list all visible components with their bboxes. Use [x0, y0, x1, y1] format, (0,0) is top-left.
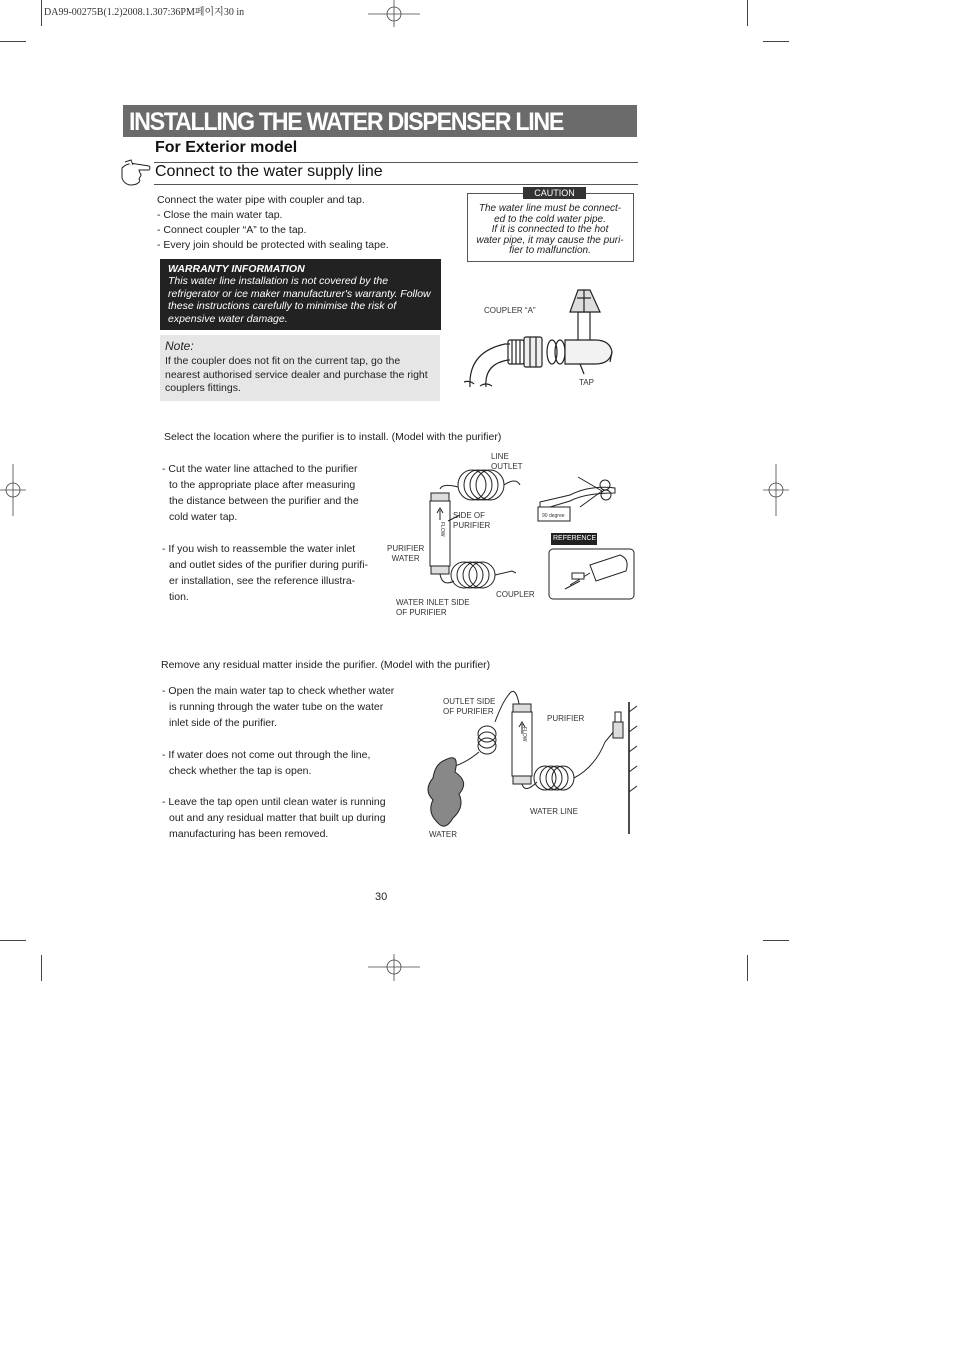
warranty-box [160, 259, 441, 330]
intro-line: - Every join should be protected with sealing tape. [157, 239, 389, 251]
bullet-line: - Leave the tap open until clean water is running [162, 796, 386, 808]
label-line: PURIFIER [387, 544, 425, 553]
label-line-outlet [491, 452, 523, 472]
note-body: If the coupler does not fit on the current tap, go the nearest authorised service dealer and purchase the right couplers fittings. [165, 355, 428, 394]
intro-line: Connect the water pipe with coupler and tap. [157, 194, 365, 206]
caution-line: The water line must be connect- [478, 203, 622, 214]
section3-bullet-1 [162, 683, 394, 731]
label-line: OUTLET SIDE [443, 697, 496, 706]
page-title: INSTALLING THE WATER DISPENSER LINE [129, 108, 564, 136]
section2-bullet-2 [162, 541, 368, 605]
label-water-line: WATER LINE [530, 807, 579, 816]
bullet-line: the distance between the purifier and the [169, 495, 359, 507]
label-reference: REFERENCE [553, 535, 597, 542]
bullet-line: inlet side of the purifier. [169, 717, 277, 729]
caution-line: water pipe, it may cause the puri- [476, 234, 624, 246]
label-line: OF PURIFIER [396, 608, 447, 617]
bullet-line: is running through the water tube on the water [169, 701, 384, 713]
label-line: OF PURIFIER [443, 707, 494, 716]
caution-line: ed to the cold water pipe. [494, 213, 606, 225]
caution-line: If it is connected to the hot [491, 224, 609, 235]
label-line: PURIFIER [453, 521, 491, 530]
page-number: 30 [375, 891, 388, 903]
bullet-line: manufacturing has been removed. [169, 828, 329, 840]
label-line: LINE [491, 452, 509, 461]
label-90-degree: 90 degree [542, 513, 565, 519]
bullet-line: cold water tap. [169, 511, 238, 523]
bullet-line: and outlet sides of the purifier during purifi- [169, 559, 369, 571]
note-box [160, 335, 440, 401]
section2-bullet-1 [162, 461, 359, 525]
bullet-line: tion. [169, 591, 189, 603]
intro-line: - Connect coupler “A” to the tap. [157, 224, 307, 236]
intro-line: - Close the main water tap. [157, 209, 283, 221]
label-line: WATER [391, 554, 420, 563]
caution-label: CAUTION [523, 187, 586, 199]
subtitle: For Exterior model [155, 139, 298, 156]
bullet-line: er installation, see the reference illustra- [169, 575, 356, 587]
coupler-tap-illustration [460, 282, 640, 402]
section3-heading: Remove any residual matter inside the purifier. (Model with the purifier) [161, 659, 491, 671]
label-line: SIDE OF [453, 511, 486, 520]
label-water-inlet-side [396, 598, 470, 618]
warranty-body: This water line installation is not covered by the refrigerator or ice maker manufacturer's warranty. Follow these instructions carefully to minimise the risk of expensive water damage. [168, 275, 431, 325]
section3-bullet-3 [162, 794, 386, 842]
section-title: Connect to the water supply line [155, 163, 383, 180]
label-water: WATER [429, 830, 457, 839]
bullet-line: - If water does not come out through the line, [162, 749, 371, 761]
bullet-line: - Cut the water line attached to the purifier [162, 463, 358, 475]
label-coupler: COUPLER [496, 590, 535, 599]
label-line: OUTLET [491, 462, 523, 471]
bullet-line: check whether the tap is open. [169, 765, 312, 777]
intro-text [157, 193, 389, 253]
caution-line: fier to malfunction. [509, 245, 591, 256]
label-side-of-purifier [453, 511, 490, 531]
bullet-line: to the appropriate place after measuring [169, 479, 356, 491]
pointing-hand-icon [120, 158, 152, 188]
section3-bullet-2 [162, 747, 370, 779]
label-outlet-side [443, 697, 495, 717]
note-title: Note: [165, 339, 194, 353]
section2-heading: Select the location where the purifier is to install. (Model with the purifier) [164, 431, 502, 443]
label-flow: FLOW [439, 522, 445, 537]
label-line: WATER INLET SIDE [396, 598, 470, 607]
bullet-line: - Open the main water tap to check whether water [162, 685, 395, 697]
bullet-line: out and any residual matter that built up during [169, 812, 386, 824]
label-coupler-a: COUPLER “A” [484, 306, 536, 315]
caution-text [468, 204, 632, 257]
page-title-bar [123, 105, 637, 137]
label-tap: TAP [579, 378, 594, 387]
warranty-title: WARRANTY INFORMATION [168, 263, 305, 275]
bullet-line: - If you wish to reassemble the water inlet [162, 543, 356, 555]
label-purifier-water [387, 544, 424, 564]
label-flow: FLOW [521, 727, 527, 742]
divider [154, 184, 638, 185]
print-header: DA99-00275B(1.2)2008.1.307:36PM페이지30 in [44, 7, 245, 18]
label-purifier: PURIFIER [547, 714, 585, 723]
